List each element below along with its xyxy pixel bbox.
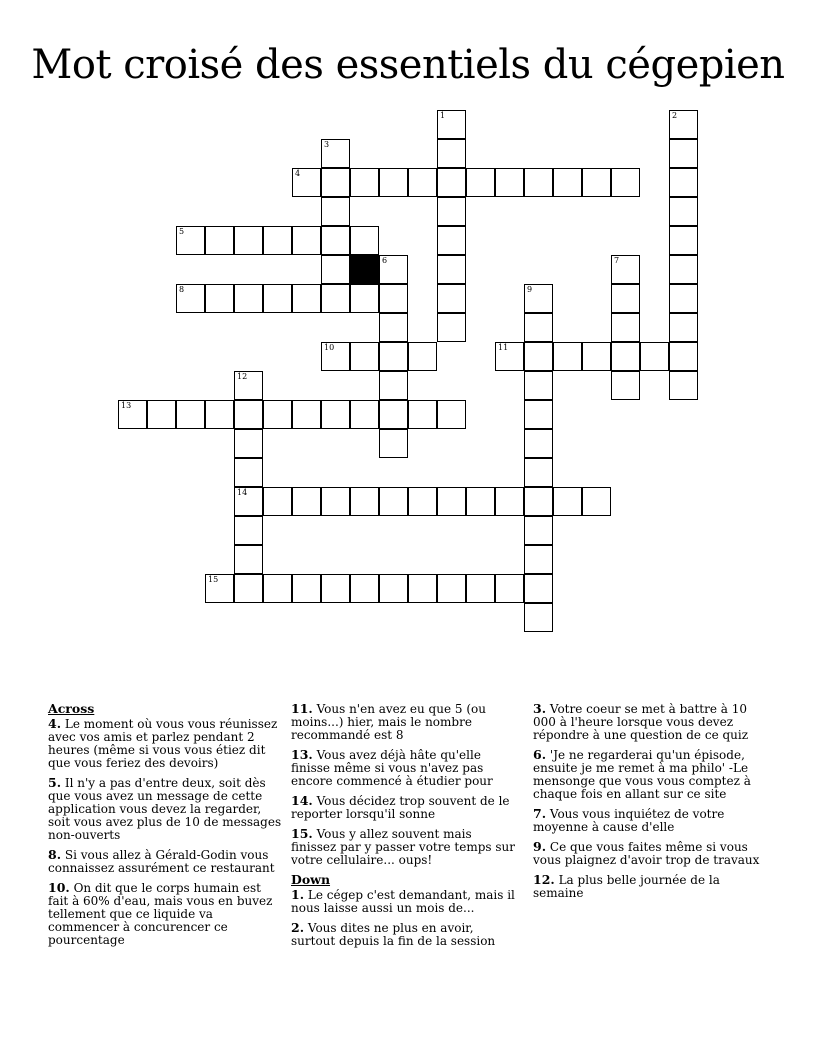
grid-cell[interactable] <box>582 342 611 371</box>
grid-cell[interactable] <box>553 342 582 371</box>
clue-across-15: 15. Vous y allez souvent mais finissez par y passer votre temps sur votre cellulaire... oups! <box>291 826 515 867</box>
grid-cell[interactable] <box>466 574 495 603</box>
grid-cell[interactable] <box>263 226 292 255</box>
grid-cell[interactable] <box>292 168 321 197</box>
grid-cell[interactable] <box>408 400 437 429</box>
grid-cell[interactable] <box>263 400 292 429</box>
grid-cell[interactable] <box>437 313 466 342</box>
grid-cell[interactable] <box>582 168 611 197</box>
grid-cell[interactable] <box>292 487 321 516</box>
grid-cell[interactable] <box>524 400 553 429</box>
grid-cell[interactable] <box>263 487 292 516</box>
grid-cell[interactable] <box>350 168 379 197</box>
grid-cell[interactable] <box>147 400 176 429</box>
grid-cell[interactable] <box>437 574 466 603</box>
grid-cell[interactable] <box>524 603 553 632</box>
grid-cell[interactable] <box>524 313 553 342</box>
grid-cell[interactable] <box>408 168 437 197</box>
grid-cell[interactable] <box>205 574 234 603</box>
grid-cell[interactable] <box>437 110 466 139</box>
grid-cell[interactable] <box>350 342 379 371</box>
grid-cell[interactable] <box>205 400 234 429</box>
clue-down-7: 7. Vous vous inquiétez de votre moyenne à cause d'elle <box>533 806 725 834</box>
clue-number: 12 <box>237 372 248 381</box>
grid-cell[interactable] <box>379 342 408 371</box>
clue-down-3: 3. Votre coeur se met à battre à 10 000 à l'heure lorsque vous devez répondre à une question de ce quiz <box>533 701 749 742</box>
grid-cell[interactable] <box>379 429 408 458</box>
grid-cell[interactable] <box>350 574 379 603</box>
grid-cell[interactable] <box>379 400 408 429</box>
grid-cell[interactable] <box>611 342 640 371</box>
grid-cell[interactable] <box>408 574 437 603</box>
grid-cell[interactable] <box>379 313 408 342</box>
grid-cell[interactable] <box>350 226 379 255</box>
grid-cell[interactable] <box>669 168 698 197</box>
grid-cell[interactable] <box>437 400 466 429</box>
grid-cell[interactable] <box>524 574 553 603</box>
grid-cell[interactable] <box>669 371 698 400</box>
grid-cell[interactable] <box>524 371 553 400</box>
grid-cell[interactable] <box>118 400 147 429</box>
grid-cell[interactable] <box>669 342 698 371</box>
clue-number: 15 <box>208 575 219 584</box>
grid-cell[interactable] <box>611 284 640 313</box>
grid-cell[interactable] <box>321 197 350 226</box>
grid-cell[interactable] <box>379 487 408 516</box>
grid-cell[interactable] <box>321 139 350 168</box>
clue-across-5: 5. Il n'y a pas d'entre deux, soit dès que vous avez un message de cette application vous devez la regarder, soit vous avez plus de 10 de messages non-ouverts <box>48 775 282 842</box>
clue-down-1: 1. Le cégep c'est demandant, mais il nous laisse aussi un mois de... <box>291 887 515 915</box>
clue-across-14: 14. Vous décidez trop souvent de le reporter lorsqu'il sonne <box>291 793 510 821</box>
clue-number: 4 <box>295 169 301 178</box>
grid-cell[interactable] <box>205 226 234 255</box>
clue-number: 3 <box>324 140 330 149</box>
grid-cell[interactable] <box>524 342 553 371</box>
clue-number: 10 <box>324 343 335 352</box>
grid-cell[interactable] <box>350 400 379 429</box>
grid-cell[interactable] <box>640 342 669 371</box>
grid-cell[interactable] <box>466 487 495 516</box>
clues-column-1 <box>48 702 284 953</box>
grid-cell[interactable] <box>379 574 408 603</box>
grid-cell[interactable] <box>437 487 466 516</box>
grid-cell[interactable] <box>234 400 263 429</box>
across-heading: Across <box>48 701 95 716</box>
grid-cell[interactable] <box>350 487 379 516</box>
grid-cell[interactable] <box>408 487 437 516</box>
clue-number: 9 <box>527 285 533 294</box>
clue-down-6: 6. 'Je ne regarderai qu'un épisode, ensuite je me remet à ma philo' -Le mensonge que vous vous comptez à chaque fois en allant sur ce site <box>533 747 751 801</box>
grid-cell[interactable] <box>321 342 350 371</box>
grid-cell[interactable] <box>234 574 263 603</box>
grid-cell[interactable] <box>437 197 466 226</box>
clue-down-9: 9. Ce que vous faites même si vous vous plaignez d'avoir trop de travaux <box>533 839 760 867</box>
clue-across-13: 13. Vous avez déjà hâte qu'elle finisse même si vous n'avez pas encore commencé à étudier pour <box>291 747 493 788</box>
grid-cell[interactable] <box>234 487 263 516</box>
grid-cell[interactable] <box>321 284 350 313</box>
page-title: Mot croisé des essentiels du cégepien <box>31 42 785 88</box>
grid-cell[interactable] <box>321 487 350 516</box>
clue-across-8: 8. Si vous allez à Gérald-Godin vous connaissez assurément ce restaurant <box>48 847 275 875</box>
grid-cell[interactable] <box>669 284 698 313</box>
clue-number: 8 <box>179 285 185 294</box>
grid-cell[interactable] <box>524 429 553 458</box>
grid-cell[interactable] <box>611 168 640 197</box>
clue-number: 14 <box>237 488 248 497</box>
clue-number: 13 <box>121 401 132 410</box>
black-square <box>350 255 379 284</box>
grid-cell[interactable] <box>408 342 437 371</box>
grid-cell[interactable] <box>669 139 698 168</box>
clue-across-4: 4. Le moment où vous vous réunissez avec vos amis et parlez pendant 2 heures (même si vous vous étiez dit que vous feriez des devoirs) <box>48 716 278 770</box>
grid-cell[interactable] <box>234 458 263 487</box>
grid-cell[interactable] <box>292 400 321 429</box>
grid-cell[interactable] <box>669 110 698 139</box>
grid-cell[interactable] <box>321 574 350 603</box>
grid-cell[interactable] <box>176 400 205 429</box>
clue-number: 2 <box>672 111 678 120</box>
clue-number: 7 <box>614 256 620 265</box>
grid-cell[interactable] <box>379 255 408 284</box>
grid-cell[interactable] <box>292 284 321 313</box>
grid-cell[interactable] <box>234 429 263 458</box>
grid-cell[interactable] <box>669 226 698 255</box>
clues-column-3 <box>533 702 763 906</box>
grid-cell[interactable] <box>321 168 350 197</box>
clue-number: 1 <box>440 111 446 120</box>
grid-cell[interactable] <box>292 574 321 603</box>
grid-cell[interactable] <box>321 400 350 429</box>
grid-cell[interactable] <box>234 371 263 400</box>
grid-cell[interactable] <box>234 284 263 313</box>
grid-cell[interactable] <box>611 371 640 400</box>
grid-cell[interactable] <box>350 284 379 313</box>
grid-cell[interactable] <box>466 168 495 197</box>
grid-cell[interactable] <box>263 284 292 313</box>
grid-cell[interactable] <box>437 168 466 197</box>
grid-cell[interactable] <box>524 284 553 313</box>
grid-cell[interactable] <box>524 516 553 545</box>
grid-cell[interactable] <box>234 226 263 255</box>
clues-column-2 <box>291 702 519 954</box>
down-heading: Down <box>291 872 331 887</box>
clue-number: 5 <box>179 227 185 236</box>
grid-cell[interactable] <box>669 197 698 226</box>
clue-across-10: 10. On dit que le corps humain est fait à 60% d'eau, mais vous en buvez tellement que ce liquide va commencer à concurencer ce pourcentage <box>48 880 273 947</box>
grid-cell[interactable] <box>524 487 553 516</box>
grid-cell[interactable] <box>321 226 350 255</box>
grid-cell[interactable] <box>553 168 582 197</box>
grid-cell[interactable] <box>669 255 698 284</box>
grid-cell[interactable] <box>437 255 466 284</box>
grid-cell[interactable] <box>379 284 408 313</box>
grid-cell[interactable] <box>553 487 582 516</box>
grid-cell[interactable] <box>321 255 350 284</box>
grid-cell[interactable] <box>495 168 524 197</box>
grid-cell[interactable] <box>437 139 466 168</box>
grid-cell[interactable] <box>495 487 524 516</box>
grid-cell[interactable] <box>495 342 524 371</box>
clue-number: 11 <box>498 343 509 352</box>
grid-cell[interactable] <box>176 284 205 313</box>
grid-cell[interactable] <box>437 284 466 313</box>
grid-cell[interactable] <box>669 313 698 342</box>
clue-number: 6 <box>382 256 388 265</box>
clue-down-2: 2. Vous dites ne plus en avoir, surtout depuis la fin de la session <box>291 920 496 948</box>
grid-cell[interactable] <box>495 574 524 603</box>
grid-cell[interactable] <box>524 545 553 574</box>
grid-cell[interactable] <box>437 226 466 255</box>
grid-cell[interactable] <box>611 313 640 342</box>
grid-cell[interactable] <box>524 168 553 197</box>
grid-cell[interactable] <box>379 168 408 197</box>
grid-cell[interactable] <box>611 255 640 284</box>
grid-cell[interactable] <box>234 516 263 545</box>
grid-cell[interactable] <box>263 574 292 603</box>
grid-cell[interactable] <box>379 371 408 400</box>
grid-cell[interactable] <box>176 226 205 255</box>
grid-cell[interactable] <box>234 545 263 574</box>
grid-cell[interactable] <box>205 284 234 313</box>
clue-across-11: 11. Vous n'en avez eu que 5 (ou moins...) hier, mais le nombre recommandé est 8 <box>291 701 486 742</box>
grid-cell[interactable] <box>582 487 611 516</box>
grid-cell[interactable] <box>524 458 553 487</box>
clue-down-12: 12. La plus belle journée de la semaine <box>533 872 720 900</box>
grid-cell[interactable] <box>292 226 321 255</box>
